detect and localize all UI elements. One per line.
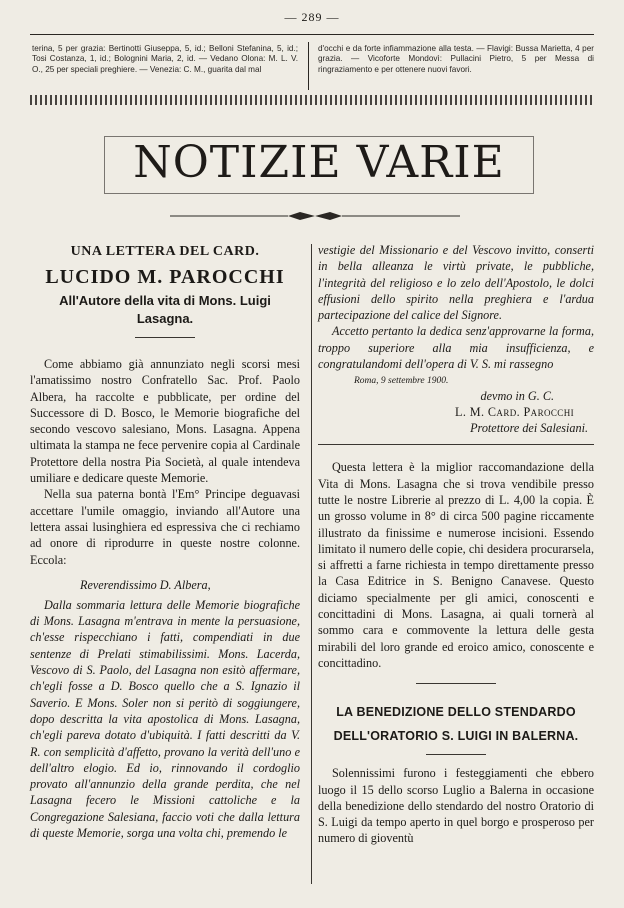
article2-paragraph-1: Solennissimi furono i festeggiamenti che ebbero luogo il 15 dello scorso Luglio a Balerna in occasione della benedizione dello stendardo del nostro Oratorio di S. Luigi da tempo aperto in quel borgo e prosperoso per numero di gioventù — [318, 766, 594, 846]
top-right-text: d'occhi e da forte infiammazione alla testa. — Flavigi: Bussa Marietta, 4 per grazia. — Vicoforte Mondovì: Pullacini Pietro, 5 per Messa di ringraziamento e per ottenere nuovi favori. — [318, 44, 594, 74]
top-column-divider — [308, 42, 309, 90]
article-heading-line1: UNA LETTERA DEL CARD. — [70, 244, 260, 259]
letter-signature: L. M. Card. Parocchi — [455, 405, 574, 420]
article-paragraph-2: Nella sua paterna bontà l'Em° Principe deguavasi accettare l'umile omaggio, inviando all'Autore una lettera assai lusinghiera ed espressiva che ci rechiamo ad onore di riprodurre in queste nostre colonne. Eccola: — [30, 487, 300, 567]
letter-paragraph-1: Dalla sommaria lettura delle Memorie biografiche di Mons. Lasagna m'entrava in mente la persuasione, ch'esse rispecchiano i fatti, compendiati in due sentenze di Prelati stimabilissimi. Mons. Lacerda, Vescovo di S. Paolo, del Lasagna non esitò affermare, ch'egli fosse a D. Bosco quello che a S. Ignazio il Saverio. E Mons. Soler non si peritò di soggiungere, dopo descritta la vita apostolica di Mons. Lasagna, ch'egli pareva dotato d'ubiquità. I fatti descritti da V. R. con semplicità d'affetto, provano la verità dell'uno e dell'altro elogio. Ed io, rinnovando il cordoglio provato all'annunzio della grande perdita, che nel Lasagna fecero le Missioni cattoliche e la Congregazione Salesiana, faccio voti che dalla lettura di queste Memorie, sorga una volta chi, premendo le — [30, 597, 300, 841]
article2-heading-line2: DELL'ORATORIO S. LUIGI IN BALERNA. — [333, 729, 579, 744]
letter-signature-title: Protettore dei Salesiani. — [470, 421, 588, 436]
top-right-column — [318, 44, 594, 75]
article-paragraph-1: Come abbiamo già annunziato negli scorsi mesi l'amatissimo nostro Confratello Sac. Prof. Paolo Albera, ha raccolte e pubblicate, per ordine del Successore di D. Bosco, le Memorie biografiche del secondo vescovo salesiano, Mons. Lasagna. Appena ultimata la stampa ne fece pervenire copia al Cardinale Protettore della nostra Pia Società, al quale intendeva umiliare e dedicare queste Memorie. — [30, 357, 300, 486]
header-rule — [30, 34, 594, 35]
right-column — [318, 242, 594, 847]
left-column — [30, 242, 300, 841]
page-number: — 289 — — [284, 10, 340, 24]
signature-block — [318, 388, 594, 436]
heading-rule — [135, 337, 195, 338]
masthead-frame — [104, 136, 534, 194]
article2-heading-line1: LA BENEDIZIONE DELLO STENDARDO — [336, 705, 576, 720]
ornament-divider — [170, 210, 460, 222]
letter-salutation: Reverendissimo D. Albera, — [80, 577, 211, 592]
letter-date: Roma, 9 settembre 1900. — [354, 376, 449, 387]
section-rule — [318, 444, 594, 445]
column-divider — [311, 244, 312, 884]
article-heading-line2: LUCIDO M. PAROCCHI — [45, 266, 285, 288]
decorative-border — [30, 95, 594, 105]
letter-paragraph-2: Accetto pertanto la dedica senz'approvarne la forma, troppo superiore alla mia insufficienza, e congratulandomi dell'opera di V. S. mi rassegno — [318, 324, 594, 372]
letter-paragraph-1-end: vestigie del Missionario e del Vescovo invitto, conserti in bella alleanza le virtù private, le pubbliche, l'integrità del religioso e lo zelo dell'Apostolo, le dolci effusioni dello spirito nella preghiera e l'ardua partecipazione del calice del Signore. — [318, 243, 594, 323]
article-heading-line3: All'Autore della vita di Mons. Luigi Lasagna. — [59, 293, 271, 326]
article-separator — [416, 683, 496, 684]
masthead — [104, 128, 534, 198]
top-left-text: terina, 5 per grazia: Bertinotti Giuseppa, 5, id.; Belloni Stefanina, 5, id.; Tosi Costanza, 1, id.; Bolognini Maria, 2, id. — Vedano Olona: M. L. V. O., 25 per speciali preghiere. — Venezia: C. M., guarita dal mal — [32, 44, 298, 74]
article-paragraph-3: Questa lettera è la miglior raccomandazione della Vita di Mons. Lasagna che si trova vendibile presso tutte le nostre Librerie al prezzo di L. 4,00 la copia. È un grosso volume in 8° di circa 500 pagine riccamente illustrato da finissime e numerose incisioni. Essendo limitato il numero delle copie, chi desidera procurarsela, si affretti a farne richiesta in tempo direttamente presso la Casa Editrice in S. Benigno Canavese. Questo diciamo specialmente per gli amici, conoscenti e concittadini di Mons. Lasagna, ai quali tornerà al sommo cara e commovente la lettura delle gesta mirabili del loro grande ed eroico amico, conoscente e concittadino. — [318, 460, 594, 670]
masthead-title: NOTIZIE VARIE — [133, 137, 505, 188]
letter-closing: devmo in G. C. — [480, 389, 554, 404]
article2-rule — [426, 754, 486, 755]
top-left-column — [32, 44, 298, 75]
